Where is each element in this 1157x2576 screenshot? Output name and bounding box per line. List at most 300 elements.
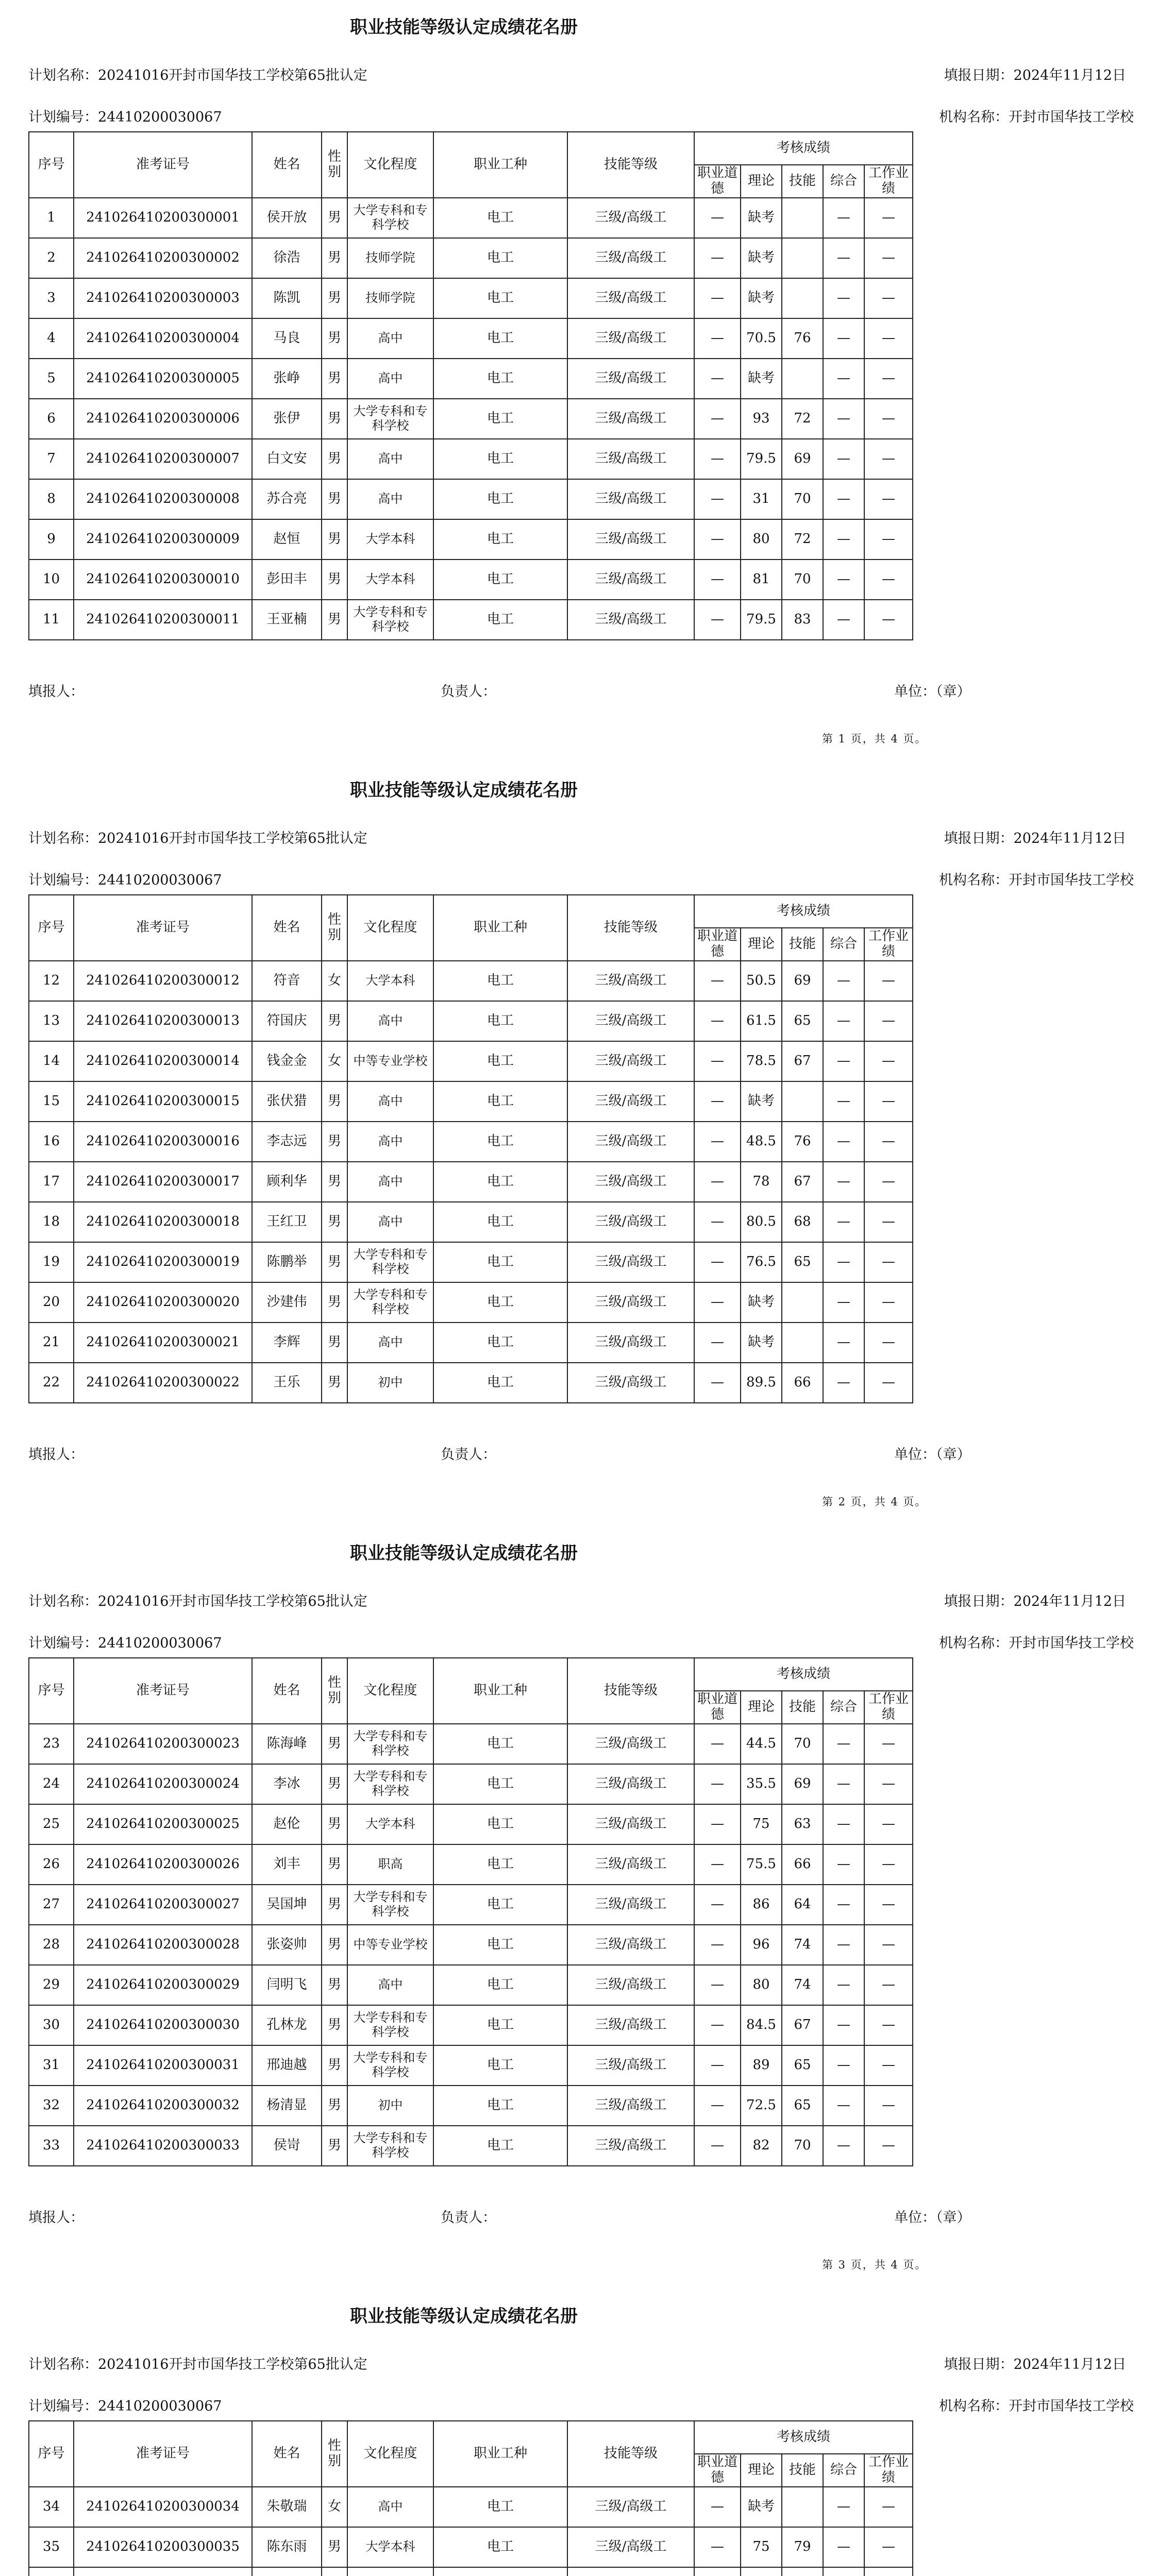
table-row [29,198,913,238]
cell-skill [782,1282,823,1323]
cell-seq [29,2567,74,2576]
header-overall: 综合 [823,928,864,961]
cell-overall: — [823,439,864,479]
unit-stamp-label: 单位：（章） [894,1447,971,1463]
cell-gender: 男 [322,519,347,560]
cell-education: 高中 [347,1965,433,2005]
cell-education: 技师学院 [347,238,433,278]
cell-seq: 7 [29,439,74,479]
cell-seq: 21 [29,1323,74,1363]
cell-gender: 男 [322,2045,347,2086]
header-exam-no: 准考证号 [74,895,252,961]
cell-theory: 缺考 [741,2487,782,2527]
cell-gender: 男 [322,479,347,519]
cell-education: 高中 [347,1162,433,1202]
cell-level: 三级/高级工 [567,2126,694,2166]
cell-level: 三级/高级工 [567,519,694,560]
table-row [29,1323,913,1363]
cell-theory: 84.5 [741,2005,782,2045]
cell-work: — [864,519,913,560]
cell-gender: 男 [322,1323,347,1363]
cell-exam-no: 241026410200300002 [74,238,252,278]
cell-level: 三级/高级工 [567,1764,694,1804]
cell-exam-no: 241026410200300020 [74,1282,252,1323]
cell-work: — [864,1724,913,1764]
cell-gender: 男 [322,600,347,640]
cell-level: 三级/高级工 [567,318,694,359]
plan-name: 计划名称：20241016开封市国华技工学校第65批认定 [28,1594,367,1609]
cell-ethics: — [694,1282,741,1323]
cell-gender: 女 [322,2487,347,2527]
cell-skill [782,278,823,318]
cell-theory: 79.5 [741,600,782,640]
cell-gender: 男 [322,2086,347,2126]
table-row [29,1965,913,2005]
cell-theory: 48.5 [741,1122,782,1162]
header-level: 技能等级 [567,1658,694,1724]
cell-education: 高中 [347,479,433,519]
cell-ethics: — [694,1001,741,1041]
page-number: 第 2 页，共 4 页。 [822,1496,927,1508]
cell-gender: 男 [322,1282,347,1323]
cell-theory: 35.5 [741,1764,782,1804]
cell-ethics: — [694,2487,741,2527]
table-row [29,238,913,278]
cell-gender: 男 [322,238,347,278]
cell-gender: 男 [322,1122,347,1162]
cell-education: 大学专科和专科学校 [347,2045,433,2086]
cell-overall: — [823,198,864,238]
cell-overall: — [823,1323,864,1363]
cell-level: 三级/高级工 [567,238,694,278]
cell-gender: 男 [322,399,347,439]
cell-skill: 66 [782,1844,823,1885]
cell-work: — [864,198,913,238]
cell-skill: 67 [782,1162,823,1202]
cell-education: 大学专科和专科学校 [347,600,433,640]
cell-skill: 65 [782,1242,823,1282]
score-table [28,131,913,640]
cell-job: 电工 [433,1122,567,1162]
table-row [29,1282,913,1323]
cell-skill: 67 [782,1041,823,1081]
cell-job: 电工 [433,961,567,1001]
cell-overall: — [823,1885,864,1925]
cell-name: 苏合亮 [252,479,322,519]
cell-education: 高中 [347,2487,433,2527]
cell-seq: 17 [29,1162,74,1202]
cell-theory: 61.5 [741,1001,782,1041]
cell-ethics: — [694,2126,741,2166]
cell-ethics: — [694,1844,741,1885]
cell-skill: 76 [782,318,823,359]
cell-exam-no: 241026410200300022 [74,1363,252,1403]
cell-exam-no: 241026410200300018 [74,1202,252,1242]
header-scores: 考核成绩 [694,895,913,928]
cell-level: 三级/高级工 [567,1844,694,1885]
cell-overall: — [823,2126,864,2166]
table-row [29,2567,913,2576]
cell-level: 三级/高级工 [567,439,694,479]
fill-date: 填报日期：2024年11月12日 [944,831,1126,846]
cell-work [864,2567,913,2576]
cell-exam-no: 241026410200300017 [74,1162,252,1202]
cell-work: — [864,1242,913,1282]
cell-level: 三级/高级工 [567,1122,694,1162]
cell-seq: 25 [29,1804,74,1844]
table-row [29,1202,913,1242]
cell-skill [782,238,823,278]
organization-name: 机构名称：开封市国华技工学校 [939,2398,1134,2414]
cell-theory: 82 [741,2126,782,2166]
cell-education: 中等专业学校 [347,1925,433,1965]
cell-education: 高中 [347,1202,433,1242]
organization-name: 机构名称：开封市国华技工学校 [939,109,1134,125]
cell-skill: 68 [782,1202,823,1242]
cell-exam-no: 241026410200300005 [74,359,252,399]
cell-name: 孔林龙 [252,2005,322,2045]
cell-overall: — [823,1001,864,1041]
cell-job: 电工 [433,278,567,318]
cell-seq: 28 [29,1925,74,1965]
cell-education: 职高 [347,1844,433,1885]
cell-theory: 缺考 [741,238,782,278]
plan-name: 计划名称：20241016开封市国华技工学校第65批认定 [28,67,367,83]
roster-page [0,763,1157,1526]
cell-skill [782,1081,823,1122]
cell-skill: 67 [782,2005,823,2045]
cell-name: 李志远 [252,1122,322,1162]
cell-education: 大学本科 [347,519,433,560]
cell-gender: 男 [322,2527,347,2567]
cell-gender: 男 [322,1724,347,1764]
header-work: 工作业绩 [864,165,913,198]
cell-work: — [864,1363,913,1403]
cell-skill [782,2487,823,2527]
cell-education: 大学本科 [347,961,433,1001]
header-ethics: 职业道德 [694,1691,741,1724]
cell-name: 邢迪越 [252,2045,322,2086]
cell-work: — [864,1965,913,2005]
header-job: 职业工种 [433,2421,567,2487]
cell-overall: — [823,318,864,359]
cell-overall: — [823,600,864,640]
cell-skill [782,198,823,238]
cell-level: 三级/高级工 [567,1162,694,1202]
cell-education: 大学专科和专科学校 [347,1282,433,1323]
cell-ethics: — [694,2045,741,2086]
cell-level: 三级/高级工 [567,1041,694,1081]
cell-seq: 20 [29,1282,74,1323]
cell-education: 高中 [347,439,433,479]
cell-overall: — [823,2487,864,2527]
table-row [29,1885,913,1925]
header-work: 工作业绩 [864,1691,913,1724]
header-level: 技能等级 [567,895,694,961]
cell-job: 电工 [433,399,567,439]
cell-overall: — [823,1081,864,1122]
cell-theory: 75 [741,1804,782,1844]
cell-overall: — [823,1925,864,1965]
cell-skill: 65 [782,2045,823,2086]
cell-job: 电工 [433,359,567,399]
cell-work: — [864,1001,913,1041]
cell-skill: 63 [782,1804,823,1844]
cell-theory: 缺考 [741,1323,782,1363]
cell-level: 三级/高级工 [567,961,694,1001]
cell-gender: 男 [322,1925,347,1965]
header-exam-no: 准考证号 [74,2421,252,2487]
table-row [29,1041,913,1081]
cell-theory: 缺考 [741,1081,782,1122]
cell-job: 电工 [433,2126,567,2166]
cell-work: — [864,600,913,640]
roster-page [0,1526,1157,2289]
roster-page [0,2289,1157,2576]
page-title: 职业技能等级认定成绩花名册 [350,1543,578,1564]
table-row [29,1724,913,1764]
cell-ethics: — [694,1081,741,1122]
header-theory: 理论 [741,2454,782,2487]
cell-overall: — [823,359,864,399]
cell-gender: 男 [322,1202,347,1242]
cell-work: — [864,1122,913,1162]
table-row [29,519,913,560]
cell-job: 电工 [433,2086,567,2126]
cell-exam-no: 241026410200300003 [74,278,252,318]
cell-skill: 79 [782,2527,823,2567]
table-row [29,1804,913,1844]
cell-overall [823,2567,864,2576]
cell-education: 大学本科 [347,560,433,600]
cell-theory: 缺考 [741,278,782,318]
cell-theory: 72.5 [741,2086,782,2126]
cell-work: — [864,1041,913,1081]
cell-work: — [864,961,913,1001]
cell-ethics: — [694,359,741,399]
cell-work: — [864,1162,913,1202]
cell-skill: 72 [782,519,823,560]
cell-ethics: — [694,278,741,318]
score-table [28,1657,913,2166]
cell-education: 大学本科 [347,2527,433,2567]
cell-theory: 89.5 [741,1363,782,1403]
cell-level: 三级/高级工 [567,560,694,600]
page-number: 第 1 页，共 4 页。 [822,733,927,745]
cell-name: 张峥 [252,359,322,399]
cell-name: 赵恒 [252,519,322,560]
cell-seq: 34 [29,2487,74,2527]
header-scores: 考核成绩 [694,2421,913,2454]
table-body [29,1724,913,2166]
cell-level: 三级/高级工 [567,2005,694,2045]
cell-seq: 8 [29,479,74,519]
cell-ethics: — [694,1925,741,1965]
cell-level: 三级/高级工 [567,600,694,640]
cell-gender: 男 [322,318,347,359]
plan-number: 计划编号：24410200030067 [28,2398,222,2414]
table-row [29,2005,913,2045]
cell-skill [782,359,823,399]
cell-job: 电工 [433,1202,567,1242]
cell-ethics: — [694,318,741,359]
cell-ethics: — [694,1162,741,1202]
cell-education: 高中 [347,359,433,399]
cell-level: 三级/高级工 [567,2045,694,2086]
cell-overall: — [823,1162,864,1202]
cell-ethics: — [694,560,741,600]
cell-overall: — [823,2527,864,2567]
cell-name: 张伏猎 [252,1081,322,1122]
cell-gender [322,2567,347,2576]
cell-overall: — [823,1844,864,1885]
cell-theory: 80 [741,519,782,560]
header-education: 文化程度 [347,132,433,198]
cell-overall: — [823,1202,864,1242]
cell-overall: — [823,399,864,439]
header-name: 姓名 [252,895,322,961]
cell-exam-no: 241026410200300014 [74,1041,252,1081]
plan-name: 计划名称：20241016开封市国华技工学校第65批认定 [28,2357,367,2372]
cell-exam-no: 241026410200300035 [74,2527,252,2567]
score-table [28,2420,913,2576]
cell-gender: 男 [322,1804,347,1844]
cell-gender: 女 [322,961,347,1001]
header-theory: 理论 [741,165,782,198]
cell-overall: — [823,1764,864,1804]
cell-name: 杨清显 [252,2086,322,2126]
header-exam-no: 准考证号 [74,132,252,198]
cell-job: 电工 [433,1804,567,1844]
cell-work: — [864,1764,913,1804]
fill-date: 填报日期：2024年11月12日 [944,2357,1126,2372]
cell-gender: 女 [322,1041,347,1081]
cell-name: 王红卫 [252,1202,322,1242]
cell-level: 三级/高级工 [567,1001,694,1041]
cell-seq: 26 [29,1844,74,1885]
cell-work: — [864,2487,913,2527]
cell-name: 陈鹏举 [252,1242,322,1282]
cell-job: 电工 [433,1282,567,1323]
cell-seq: 6 [29,399,74,439]
table-row [29,359,913,399]
header-name: 姓名 [252,132,322,198]
header-ethics: 职业道德 [694,2454,741,2487]
cell-job: 电工 [433,2527,567,2567]
cell-theory: 93 [741,399,782,439]
cell-gender: 男 [322,1363,347,1403]
cell-overall: — [823,1282,864,1323]
cell-job: 电工 [433,1844,567,1885]
cell-skill: 65 [782,1001,823,1041]
cell-seq: 3 [29,278,74,318]
cell-education: 大学专科和专科学校 [347,1885,433,1925]
table-row [29,439,913,479]
header-education: 文化程度 [347,2421,433,2487]
page-number: 第 3 页，共 4 页。 [822,2259,927,2271]
cell-seq: 27 [29,1885,74,1925]
cell-overall: — [823,1041,864,1081]
cell-overall: — [823,1363,864,1403]
cell-theory: 79.5 [741,439,782,479]
cell-exam-no: 241026410200300034 [74,2487,252,2527]
cell-ethics: — [694,1804,741,1844]
filler-label: 填报人： [28,2210,84,2226]
header-name: 姓名 [252,1658,322,1724]
cell-level: 三级/高级工 [567,1925,694,1965]
cell-seq: 14 [29,1041,74,1081]
cell-skill: 69 [782,961,823,1001]
cell-overall: — [823,2005,864,2045]
cell-education: 大学专科和专科学校 [347,399,433,439]
plan-name: 计划名称：20241016开封市国华技工学校第65批认定 [28,831,367,846]
table-row [29,318,913,359]
cell-education: 大学专科和专科学校 [347,1242,433,1282]
cell-exam-no: 241026410200300024 [74,1764,252,1804]
cell-theory: 81 [741,560,782,600]
header-seq: 序号 [29,132,74,198]
table-row [29,1764,913,1804]
table-row [29,1001,913,1041]
cell-name: 侯岢 [252,2126,322,2166]
cell-theory: 78 [741,1162,782,1202]
cell-exam-no: 241026410200300031 [74,2045,252,2086]
signature-line [28,2206,982,2227]
cell-level: 三级/高级工 [567,2527,694,2567]
table-row [29,1844,913,1885]
cell-education: 高中 [347,1081,433,1122]
cell-exam-no: 241026410200300021 [74,1323,252,1363]
cell-seq: 19 [29,1242,74,1282]
cell-seq: 24 [29,1764,74,1804]
cell-name: 陈凯 [252,278,322,318]
cell-work: — [864,2527,913,2567]
cell-gender: 男 [322,1081,347,1122]
cell-level: 三级/高级工 [567,359,694,399]
cell-exam-no: 241026410200300029 [74,1965,252,2005]
header-scores: 考核成绩 [694,1658,913,1691]
cell-name: 李辉 [252,1323,322,1363]
cell-seq: 1 [29,198,74,238]
cell-seq: 16 [29,1122,74,1162]
cell-level: 三级/高级工 [567,1724,694,1764]
cell-name: 白文安 [252,439,322,479]
cell-theory: 31 [741,479,782,519]
header-ethics: 职业道德 [694,928,741,961]
owner-label: 负责人： [441,684,496,700]
cell-overall: — [823,961,864,1001]
cell-ethics: — [694,2086,741,2126]
cell-name: 马良 [252,318,322,359]
cell-skill: 74 [782,1965,823,2005]
header-level: 技能等级 [567,2421,694,2487]
cell-ethics: — [694,1202,741,1242]
cell-name: 王乐 [252,1363,322,1403]
header-work: 工作业绩 [864,928,913,961]
cell-gender: 男 [322,439,347,479]
page-title: 职业技能等级认定成绩花名册 [350,17,578,38]
cell-gender: 男 [322,2126,347,2166]
table-row [29,560,913,600]
cell-job: 电工 [433,439,567,479]
cell-exam-no: 241026410200300016 [74,1122,252,1162]
cell-work: — [864,2045,913,2086]
header-overall: 综合 [823,165,864,198]
cell-education: 高中 [347,1122,433,1162]
cell-job: 电工 [433,560,567,600]
cell-name: 符国庆 [252,1001,322,1041]
cell-seq: 32 [29,2086,74,2126]
